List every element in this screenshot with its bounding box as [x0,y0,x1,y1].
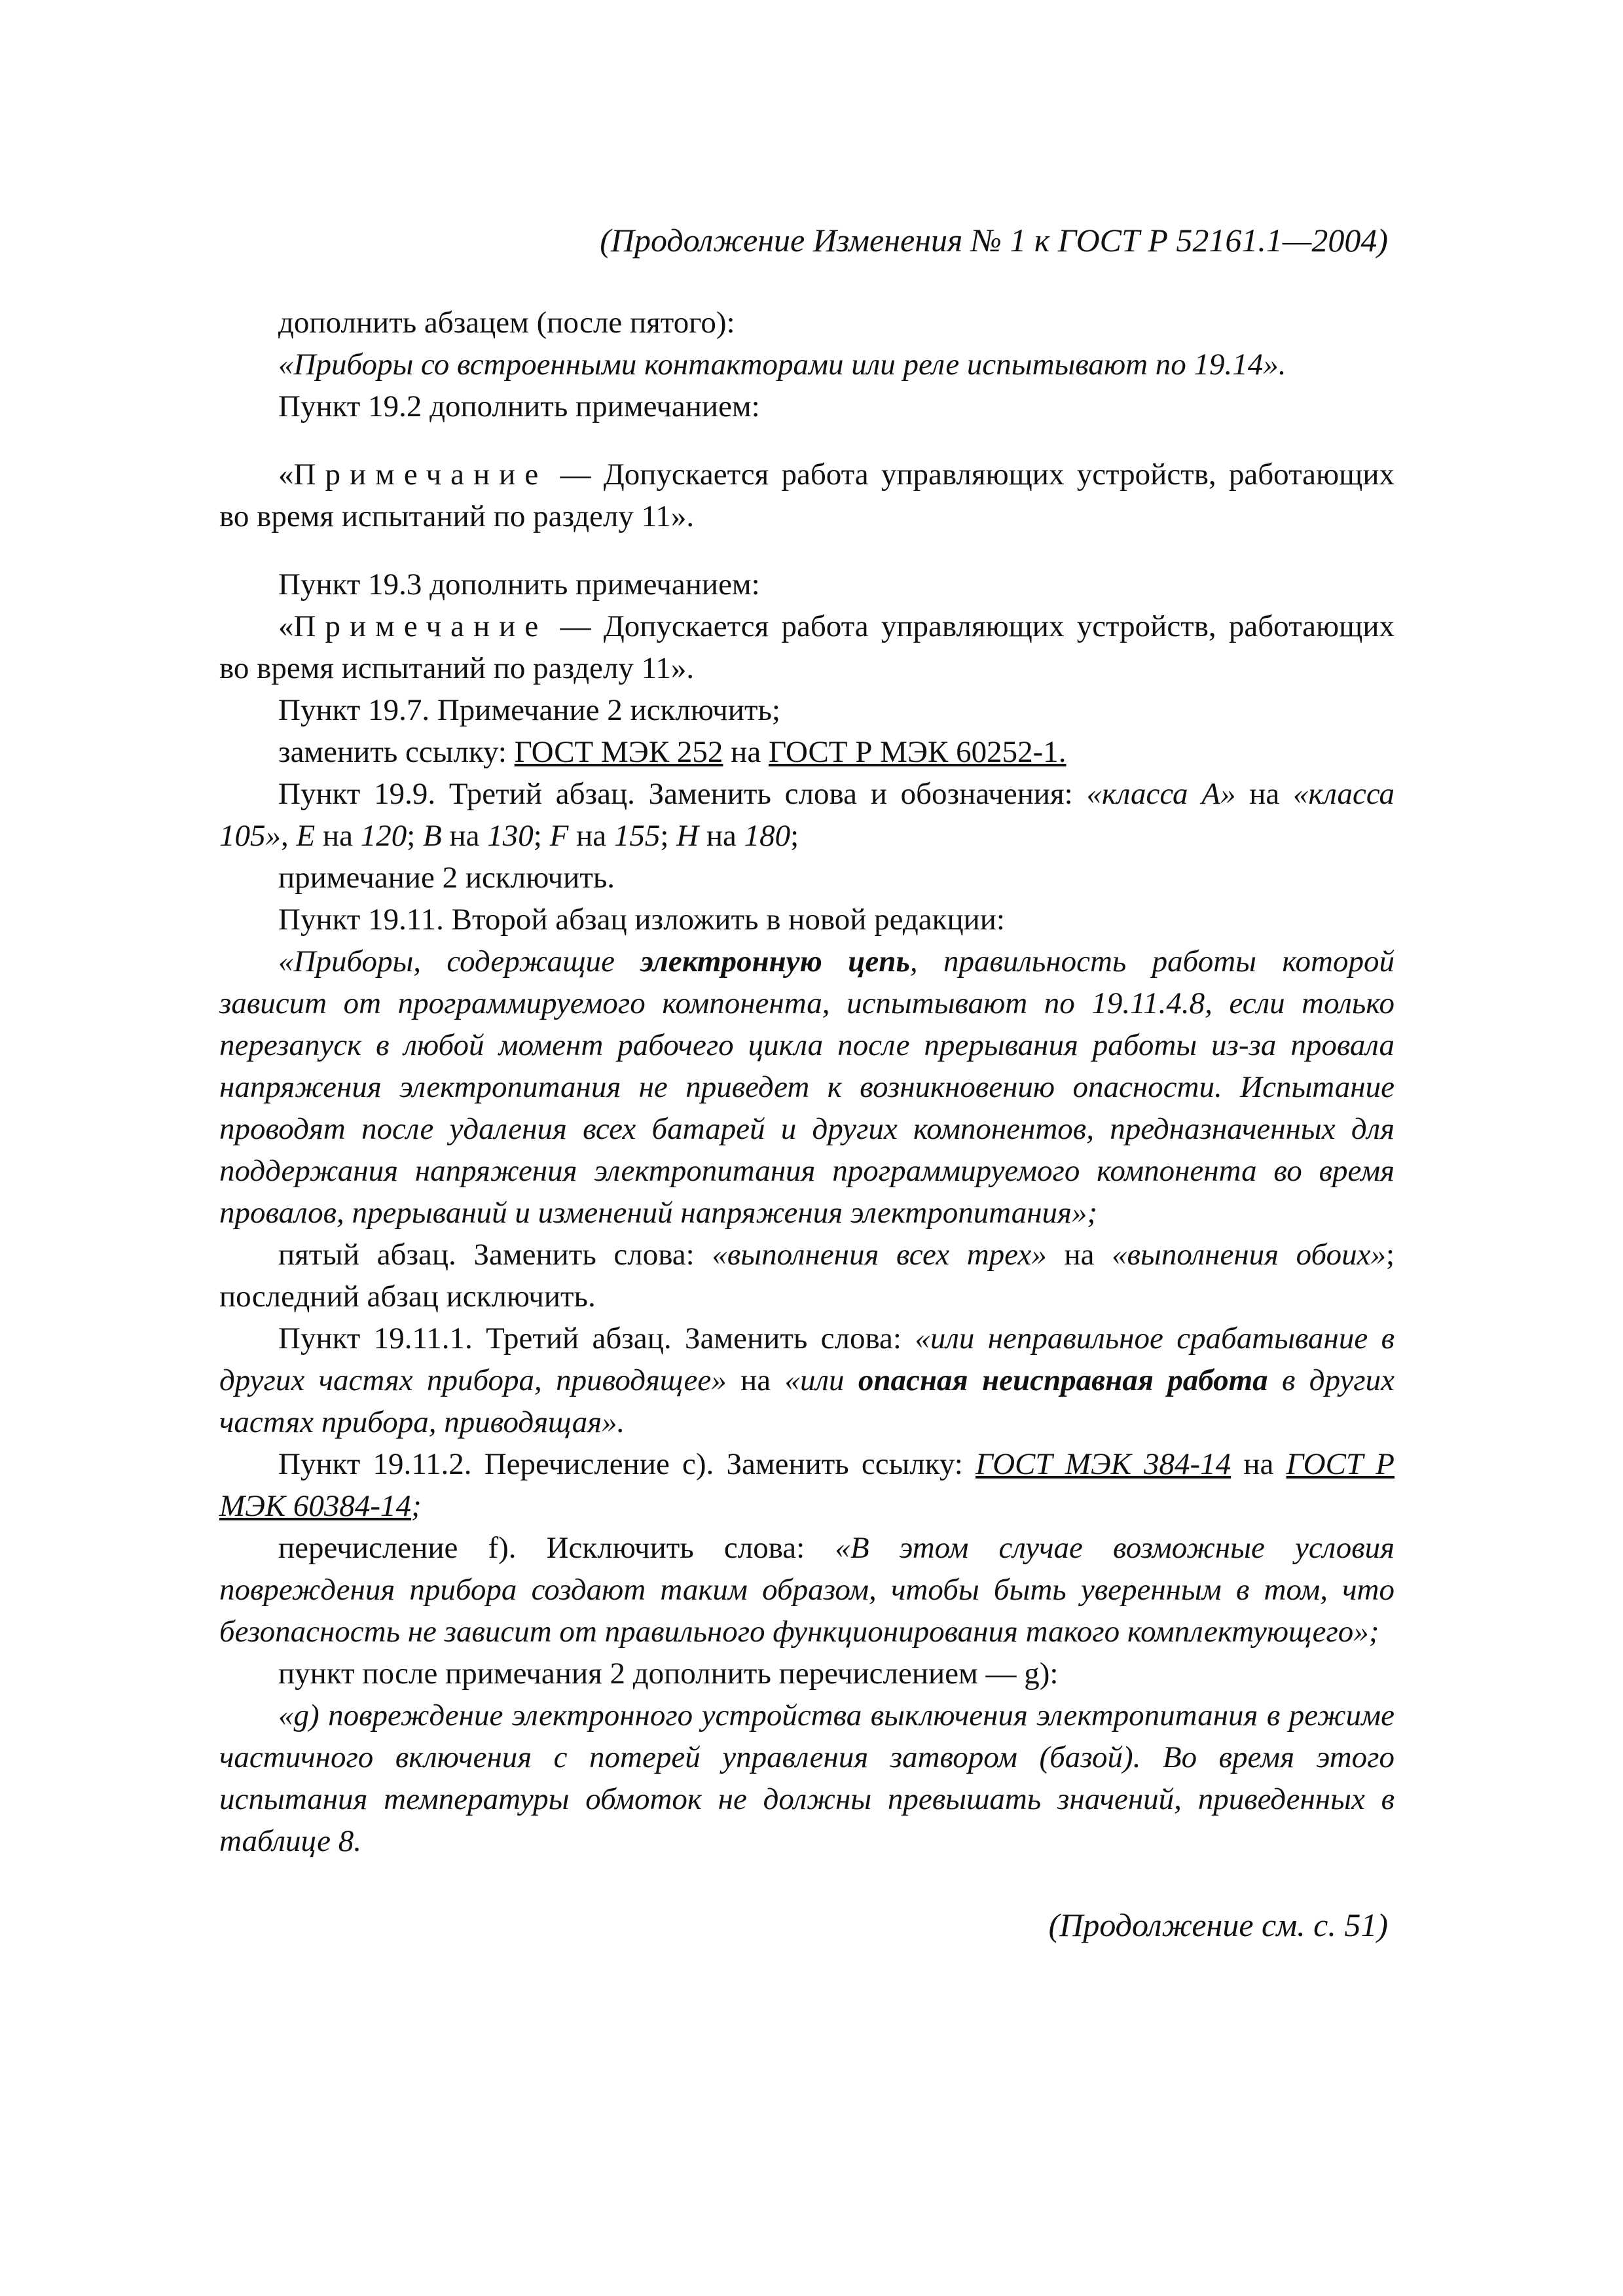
p9-italic-10: 180 [744,819,791,853]
paragraph-1: дополнить абзацем (после пятого): [278,306,735,340]
note-1 [219,454,1395,537]
p16-text-1: перечисление f). Исключить слова: [278,1531,835,1565]
p14-italic-2b: в других частях прибора, приводящая». [219,1363,1395,1439]
note-2-open: « [278,609,294,643]
paragraph-14 [219,1318,1395,1443]
reference-gost-r-iec-60252-1: ГОСТ Р МЭК 60252-1. [768,735,1067,769]
p15-text-2: на [1231,1447,1286,1481]
paragraph-12 [219,941,1395,1234]
p9-italic-9: Н [676,819,699,853]
paragraph-8-text-2: на [723,735,769,769]
p13-text-2: на [1046,1238,1112,1272]
paragraph-11: Пункт 19.11. Второй абзац изложить в новой редакции: [278,903,1005,937]
note-1-text: — Допускается работа управляющих устройств, работающих во время испытаний по разделу 11». [219,457,1395,533]
paragraph-10: примечание 2 исключить. [278,861,615,895]
p14-text-2: на [726,1363,785,1397]
reference-gost-iec-384-14: ГОСТ МЭК 384-14 [975,1447,1231,1481]
p14-bold: опасная неисправная работа [858,1363,1268,1397]
p13-text-1: пятый абзац. Заменить слова: [278,1238,712,1272]
paragraph-9 [219,773,1395,857]
note-1-open: « [278,457,294,492]
p16-italic-1: «В этом случае возможные условия повреждения прибора создают таким образом, чтобы быть уверенным в том, что безопасность не зависит от правильного функционирования такого комплектующего»; [219,1531,1395,1649]
p14-italic-1: «или неправильное срабатывание в других частях прибора, приводящее» [219,1321,1395,1397]
continuation-footer: (Продолжение см. с. 51) [1048,1907,1388,1943]
paragraph-8 [219,731,1395,773]
p9-text-7: ; [533,819,550,853]
p9-italic-8: 155 [613,819,661,853]
page-content [219,219,1395,1946]
p9-text-9: ; [660,819,677,853]
p9-italic-6: 130 [487,819,534,853]
paragraph-7: Пункт 19.7. Примечание 2 исключить; [278,693,780,727]
paragraph-3: Пункт 19.2 дополнить примечанием: [278,389,760,423]
p12-bold: электронную цепь [640,944,910,978]
p9-italic-1: «класса А» [1086,777,1236,811]
p9-italic-4: 120 [360,819,407,853]
p13-text-3: ; последний абзац исключить. [219,1238,1395,1314]
paragraph-18: «g) повреждение электронного устройства выключения электропитания в режиме частичного включения с потерей управления затвором (базой). Во время этого испытания температуры обмоток не должны превышать значений, приведенных в таблице 8. [219,1698,1395,1858]
p9-italic-7: F [549,819,569,853]
p9-text-1: Пункт 19.9. Третий абзац. Заменить слова и обозначения: [278,777,1087,811]
p9-text-3: , [281,819,297,853]
paragraph-5: Пункт 19.3 дополнить примечанием: [278,567,760,601]
p13-italic-2: «выполнения обоих» [1112,1238,1386,1272]
note-2-label: Примечание [293,609,548,643]
note-2 [219,605,1395,689]
paragraph-2: «Приборы со встроенными контакторами или реле испытывают по 19.14». [278,348,1286,382]
note-1-label: Примечание [293,457,548,492]
p9-text-11: ; [790,819,799,853]
reference-gost-r-iec-60384-14: ГОСТ Р МЭК 60384-14 [219,1447,1395,1523]
note-2-text: — Допускается работа управляющих устройств, работающих во время испытаний по разделу 11». [219,609,1395,685]
p15-text-3: ; [411,1489,422,1523]
paragraph-16 [219,1527,1395,1653]
p13-italic-1: «выполнения всех трех» [712,1238,1047,1272]
paragraph-17: пункт после примечания 2 дополнить перечислением — g): [278,1657,1059,1691]
p9-text-6: на [441,819,488,853]
p9-text-2: на [1235,777,1293,811]
reference-gost-iec-252: ГОСТ МЭК 252 [514,735,723,769]
paragraph-13 [219,1234,1395,1318]
p9-italic-3: Е [296,819,316,853]
p9-text-8: на [568,819,614,853]
p9-italic-2: «класса 105» [219,777,1395,853]
p14-italic-2a: «или [784,1363,858,1397]
p15-text-1: Пункт 19.11.2. Перечисление с). Заменить ссылку: [278,1447,976,1481]
p9-text-10: на [699,819,744,853]
p9-italic-5: В [423,819,442,853]
paragraph-15 [219,1443,1395,1527]
p9-text-5: ; [407,819,424,853]
p14-text-1: Пункт 19.11.1. Третий абзац. Заменить слова: [278,1321,915,1355]
p12-text-c: , правильность работы которой зависит от программируемого компонента, испытывают по 19.11.4.8, если только перезапуск в любой момент рабочего цикла после прерывания работы из-за провала напряжения электропитания не приведет к возникновению опасности. Испытание проводят после удаления всех батарей и других компонентов, предназначенных для поддержания напряжения электропитания программируемого компонента во время провалов, прерываний и изменений напряжения электропитания»; [219,944,1395,1230]
p9-text-4: на [315,819,361,853]
p12-text-a: «Приборы, содержащие [278,944,641,978]
paragraph-8-text-1: заменить ссылку: [278,735,515,769]
running-header: (Продолжение Изменения № 1 к ГОСТ Р 52161.1—2004) [600,222,1388,259]
